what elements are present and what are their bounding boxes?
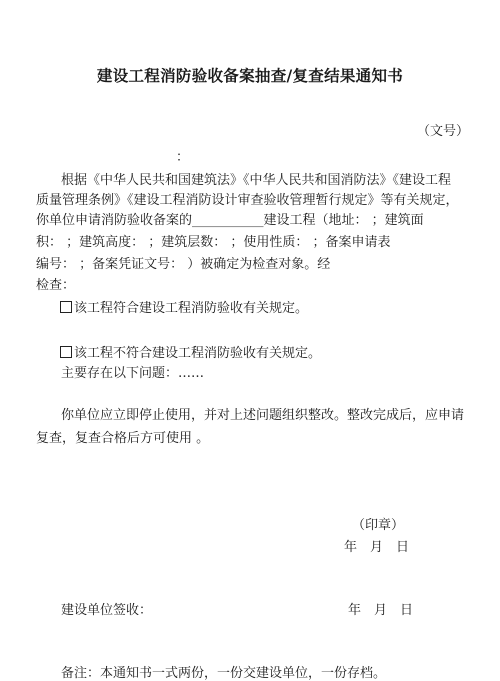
problems-label: 主要存在以下问题：……	[61, 366, 205, 381]
checkbox-icon[interactable]	[60, 346, 72, 358]
paragraph-2-line: 你单位应立即停止使用，并对上述问题组织整改。整改完成后，应申请	[61, 408, 465, 423]
paragraph-1-line: 检查：	[36, 278, 76, 293]
document-number: （文号）	[417, 124, 470, 139]
paragraph-2-line: 复查，复查合格后方可使用 。	[36, 431, 210, 446]
seal-label: （印章）	[352, 518, 405, 533]
option-compliant-label: 该工程符合建设工程消防验收有关规定。	[74, 301, 309, 316]
paragraph-1-line: 编号： ；备案凭证文号： ）被确定为检查对象。经	[36, 257, 331, 272]
option-noncompliant-label: 该工程不符合建设工程消防验收有关规定。	[74, 346, 322, 361]
issue-date: 年 月 日	[344, 540, 410, 555]
paragraph-1-line: 根据《中华人民共和国建筑法》《中华人民共和国消防法》《建设工程	[61, 173, 452, 188]
signature-date: 年 月 日	[348, 603, 414, 618]
paragraph-1-line: 你单位申请消防验收备案的___________建设工程（地址： ；建筑面	[36, 213, 424, 228]
checkbox-icon[interactable]	[60, 301, 72, 313]
option-compliant[interactable]	[60, 297, 308, 316]
recipient-colon: ：	[176, 150, 190, 165]
option-noncompliant[interactable]	[60, 342, 321, 361]
paragraph-1-line: 积： ；建筑高度： ；建筑层数： ；使用性质： ；备案申请表	[36, 235, 391, 250]
document-title: 建设工程消防验收备案抽查/复查结果通知书	[96, 66, 404, 85]
signature-label: 建设单位签收：	[61, 603, 153, 618]
footnote: 备注：本通知书一式两份，一份交建设单位，一份存档。	[61, 666, 387, 681]
paragraph-1-line: 质量管理条例》《建设工程消防设计审查验收管理暂行规定》等有关规定，	[36, 193, 459, 208]
